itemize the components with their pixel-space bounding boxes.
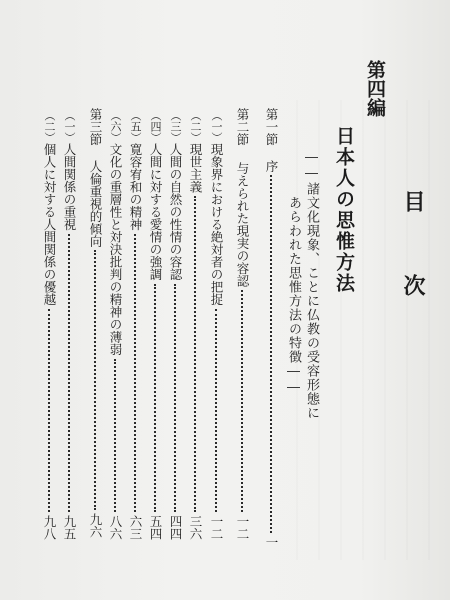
- entry-title: 序: [264, 159, 279, 172]
- section-label: 第二節: [235, 108, 250, 146]
- toc-entry[interactable]: [60, 110, 78, 540]
- entry-number: （二）: [189, 110, 202, 143]
- leader-dots: [68, 234, 70, 513]
- toc-entry[interactable]: [40, 110, 58, 540]
- page-number: 九八: [42, 515, 57, 540]
- toc-entry-section-1[interactable]: [262, 108, 280, 548]
- entry-title: 個人に対する人間関係の優越: [42, 143, 57, 306]
- toc-entry[interactable]: [166, 110, 184, 540]
- entry-title: 現世主義: [188, 143, 203, 193]
- entry-number: （一）: [210, 110, 223, 143]
- leader-dots: [270, 175, 272, 533]
- page-number: 四四: [168, 515, 183, 540]
- leader-dots: [154, 284, 156, 513]
- toc-entry[interactable]: [186, 110, 204, 540]
- page-number: 九五: [62, 515, 77, 540]
- page-number: 九六: [88, 513, 103, 538]
- part-title: 日本人の思惟方法: [333, 126, 355, 294]
- page-number: 五四: [148, 515, 163, 540]
- entry-title: 人間に対する愛情の強調: [148, 143, 163, 281]
- toc-entry-section-3[interactable]: [86, 108, 104, 538]
- entry-title: 人間関係の重視: [62, 143, 77, 231]
- entry-number: （五）: [129, 110, 142, 143]
- section-label: 第一節: [264, 108, 279, 146]
- toc-entry[interactable]: [207, 110, 225, 540]
- leader-dots: [241, 290, 243, 513]
- entry-number: （六）: [109, 110, 122, 143]
- entry-title: 現象界における絶対者の把捉: [209, 143, 224, 306]
- part-number: 第四編: [364, 60, 386, 117]
- entry-number: （四）: [149, 110, 162, 143]
- toc-entry-section-2[interactable]: [233, 108, 251, 540]
- part-subtitle-2: あらわれた思惟方法の特徴――: [286, 196, 301, 396]
- leader-dots: [174, 284, 176, 513]
- page-number: 一二: [235, 515, 250, 540]
- entry-number: （二）: [43, 110, 56, 143]
- entry-number: （一）: [63, 110, 76, 143]
- section-label: 第三節: [88, 108, 103, 146]
- page-number: 三六: [188, 515, 203, 540]
- page-number: 一二: [209, 515, 224, 540]
- leader-dots: [134, 234, 136, 513]
- entry-title: 人倫重視的傾向: [88, 159, 103, 247]
- toc-entry[interactable]: [146, 110, 164, 540]
- entry-title: 人間の自然の性情の容認: [168, 143, 183, 281]
- leader-dots: [94, 250, 96, 510]
- leader-dots: [194, 196, 196, 512]
- page-number: 一: [264, 535, 279, 548]
- entry-number: （三）: [169, 110, 182, 143]
- entry-title: 寛容宥和の精神: [128, 143, 143, 231]
- leader-dots: [215, 309, 217, 513]
- page-number: 八六: [108, 515, 123, 540]
- entry-title: 文化の重層性と対決批判の精神の薄弱: [108, 143, 123, 356]
- part-subtitle-1: ――諸文化現象、ことに仏教の受容形態に: [304, 150, 319, 420]
- toc-entry[interactable]: [126, 110, 144, 540]
- leader-dots: [114, 359, 116, 513]
- toc-entry[interactable]: [106, 110, 124, 540]
- entry-title: 与えられた現実の容認: [235, 161, 250, 287]
- leader-dots: [48, 309, 50, 513]
- toc-title: 目 次: [400, 190, 425, 316]
- page-number: 六三: [128, 515, 143, 540]
